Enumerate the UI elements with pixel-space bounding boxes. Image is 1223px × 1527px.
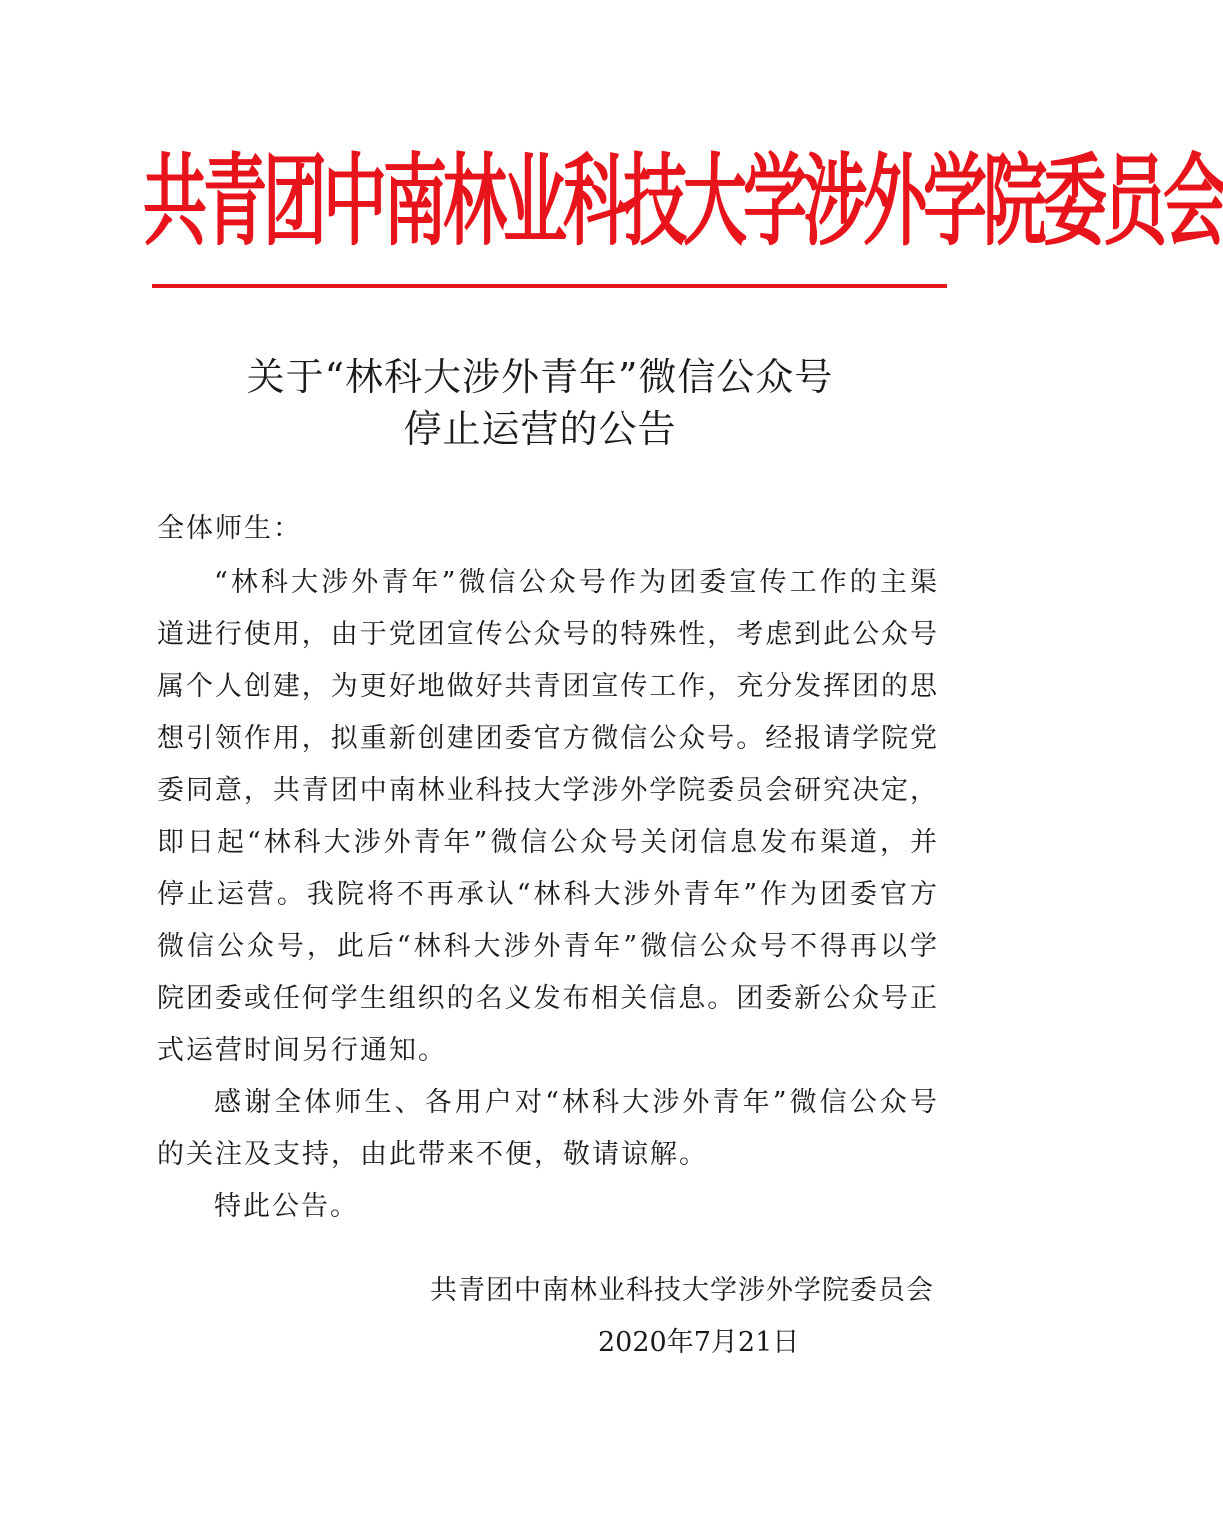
paragraph-1-line-9: 院团委或任何学生组织的名义发布相关信息。团委新公众号正 bbox=[157, 983, 937, 1014]
paragraph-2-line-1: 感谢全体师生、各用户对“林科大涉外青年”微信公众号 bbox=[214, 1087, 937, 1118]
paragraph-1-line-8: 微信公众号，此后“林科大涉外青年”微信公众号不得再以学 bbox=[157, 931, 937, 962]
paragraph-1-line-6: 即日起“林科大涉外青年”微信公众号关闭信息发布渠道，并 bbox=[157, 827, 937, 858]
signature-organization: 共青团中南林业科技大学涉外学院委员会 bbox=[430, 1275, 934, 1306]
paragraph-1-line-5: 委同意，共青团中南林业科技大学涉外学院委员会研究决定， bbox=[157, 775, 937, 806]
paragraph-1-line-4: 想引领作用，拟重新创建团委官方微信公众号。经报请学院党 bbox=[157, 723, 937, 754]
letterhead-red-rule bbox=[152, 284, 947, 288]
document-title-line-2: 停止运营的公告 bbox=[403, 407, 677, 451]
paragraph-1-line-7: 停止运营。我院将不再承认“林科大涉外青年”作为团委官方 bbox=[157, 879, 937, 910]
paragraph-1-line-1: “林科大涉外青年”微信公众号作为团委宣传工作的主渠 bbox=[214, 567, 937, 598]
paragraph-1-line-2: 道进行使用，由于党团宣传公众号的特殊性，考虑到此公众号 bbox=[157, 619, 937, 650]
paragraph-3-line-1: 特此公告。 bbox=[214, 1191, 359, 1222]
letterhead-title: 共青团中南林业科技大学涉外学院委员会 bbox=[143, 145, 1223, 261]
salutation: 全体师生： bbox=[157, 513, 302, 544]
signature-date: 2020年7月21日 bbox=[598, 1327, 800, 1358]
paragraph-1-line-3: 属个人创建，为更好地做好共青团宣传工作，充分发挥团的思 bbox=[157, 671, 937, 702]
paragraph-1-line-10: 式运营时间另行通知。 bbox=[157, 1035, 447, 1066]
document-title-line-1: 关于“林科大涉外青年”微信公众号 bbox=[246, 355, 834, 399]
paragraph-2-line-2: 的关注及支持，由此带来不便，敬请谅解。 bbox=[157, 1139, 708, 1170]
